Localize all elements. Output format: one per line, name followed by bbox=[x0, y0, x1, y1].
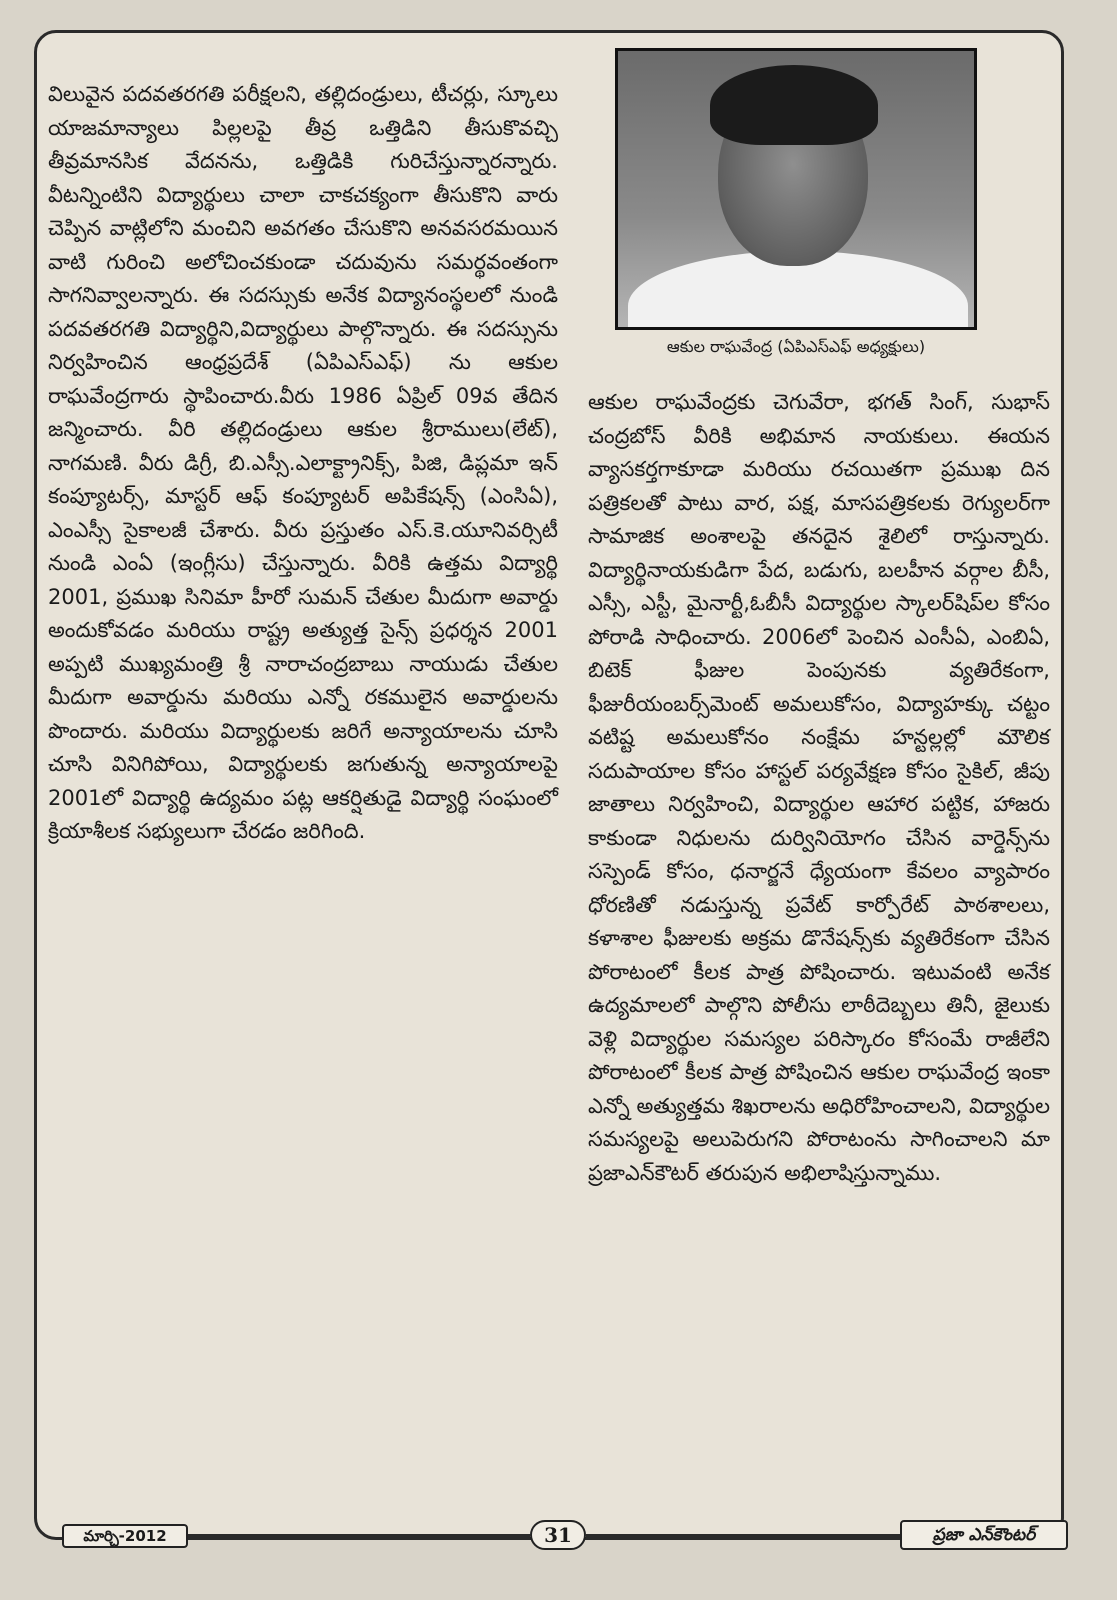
portrait-photo bbox=[615, 48, 977, 330]
publication-name: ప్రజా ఎన్‌కౌంటర్ bbox=[900, 1520, 1068, 1550]
photo-caption: ఆకుల రాఘవేంద్ర (ఏపిఎస్ఎఫ్ అధ్యక్షులు) bbox=[666, 337, 926, 356]
article-right-text: ఆకుల రాఘవేంద్రకు చెగువేరా, భగత్ సింగ్, సుభాస్ చంద్రబోస్ వీరికి అభిమాన నాయకులు. ఈయన వ్యాసకర్తగాకూడా మరియు రచయితగా ప్రముఖ దిన పత్రికలతో పాటు వార, పక్ష, మాసపత్రికలకు రెగ్యులర్‌గా సామాజిక అంశాలపై తనదైన శైలిలో రాస్తున్నారు. విద్యార్థినాయకుడిగా పేద, బడుగు, బలహీన వర్గాల బీసీ, ఎస్సీ, ఎస్టీ, మైనార్టీ,ఓబీసీ విద్యార్థుల స్కాలర్‌షిప్‌ల కోసం పోరాడి సాధించారు. 2006లో పెంచిన ఎంసీఏ, ఎంబిఏ, బిటెక్ ఫీజుల పెంపునకు వ్యతిరేకంగా, ఫీజురీయంబర్స్‌మెంట్ అమలుకోసం, విద్యాహక్కు చట్టం వటిష్ట అమలుకోనం నంక్షేమ హన్టల్లల్లో మౌలిక సదుపాయాల కోసం హాస్టల్ పర్యవేక్షణ కోసం సైకిల్, జీపు జాతాలు నిర్వహించి, విద్యార్థుల ఆహార పట్టిక, హాజరు కాకుండా నిధులను దుర్వినియోగం చేసిన వార్డెన్స్‌ను సస్పెండ్ కోసం, ధనార్జనే ధ్యేయంగా కేవలం వ్యాపారం ధోరణితో నడుస్తున్న ప్రవేట్ కార్పోరేట్ పాఠశాలలు, కళాశాల ఫీజులకు అక్రమ డొనేషన్స్‌కు వ్యతిరేకంగా చేసిన పోరాటంలో కీలక పాత్ర పోషించారు. ఇటువంటి అనేక ఉద్యమాలలో పాల్గొని పోలీసు లాఠీదెబ్బలు తినీ, జైలుకు వెళ్లి విద్యార్థుల సమస్యల పరిస్కారం కోసంమే రాజీలేని పోరాటంలో కీలక పాత్ర పోషించిన ఆకుల రాఘవేంద్ర ఇంకా ఎన్నో అత్యుత్తమ శిఖరాలను అధిరోహించాలని, విద్యార్థుల సమస్యలపై అలుపెరుగని పోరాటంను సాగించాలని మా ప్రజాఎన్‌కౌటర్ తరుపున అభిలాషిస్తున్నాము. bbox=[588, 390, 1050, 1185]
footer-rule-right bbox=[586, 1534, 900, 1537]
article-left-column bbox=[48, 78, 558, 849]
issue-label: మార్చి-2012 bbox=[62, 1524, 188, 1548]
footer-rule-left bbox=[188, 1534, 530, 1537]
article-right-column bbox=[588, 386, 1050, 1190]
photo-hair bbox=[710, 65, 878, 145]
page-number: 31 bbox=[530, 1520, 586, 1550]
article-left-text: విలువైన పదవతరగతి పరీక్షలని, తల్లిదండ్రులు, టీచర్లు, స్కూలు యాజమాన్యాలు పిల్లలపై తీవ్ర ఒత్తిడిని తీసుకొవచ్చి తీవ్రమానసిక వేదనను, ఒత్తిడికి గురిచేస్తున్నారన్నారు. వీటన్నింటిని విద్యార్థులు చాలా చాకచక్యంగా తీసుకొని వారు చెప్పిన వాట్లిలోని మంచిని అవగతం చేసుకొని అనవసరమయిన వాటి గురించి అలోచించకుండా చదువును సమర్థవంతంగా సాగనివ్వాలన్నారు. ఈ సదస్సుకు అనేక విద్యానంస్థలలో నుండి పదవతరగతి విద్యార్థిని,విద్యార్థులు పాల్గొన్నారు. ఈ సదస్సును నిర్వహించిన ఆంధ్రప్రదేశ్ (ఏపిఎస్ఎఫ్) ను ఆకుల రాఘవేంద్రగారు స్థాపించారు.వీరు 1986 ఏప్రిల్ 09వ తేదిన జన్మించారు. వీరి తల్లిదండ్రులు ఆకుల శ్రీరాములు(లేట్), నాగమణి. వీరు డిగ్రీ, బి.ఎస్సీ.ఎలాక్ట్రానిక్స్, పిజి, డిప్లమా ఇన్ కంప్యూటర్స్, మాస్టర్ ఆఫ్ కంప్యూటర్ అపికేషన్స్ (ఎంసిఏ), ఎంఎస్సీ సైకాలజీ చేశారు. వీరు ప్రస్తుతం ఎస్.కె.యూనివర్సిటీ నుండి ఎంఏ (ఇంగ్లీసు) చేస్తున్నారు. వీరికి ఉత్తమ విద్యార్థి 2001, ప్రముఖ సినిమా హీరో సుమన్ చేతుల మీదుగా అవార్డు అందుకోవడం మరియు రాష్ట్ర అత్యుత్త సైన్స్ ప్రధర్శన 2001 అప్పటి ముఖ్యమంత్రి శ్రీ నారాచంద్రబాబు నాయుడు చేతుల మీదుగా అవార్డును మరియు ఎన్నో రకములైన అవార్డులను పొందారు. మరియు విద్యార్థులకు జరిగే అన్యాయాలను చూసి చూసి వినిగిపోయి, విద్యార్థులకు జగుతున్న అన్యాయాలపై 2001లో విద్యార్థి ఉద్యమం పట్ల ఆకర్షితుడై విద్యార్థి సంఘంలో క్రియాశీలక సభ్యులుగా చేరడం జరిగింది. bbox=[48, 82, 558, 843]
